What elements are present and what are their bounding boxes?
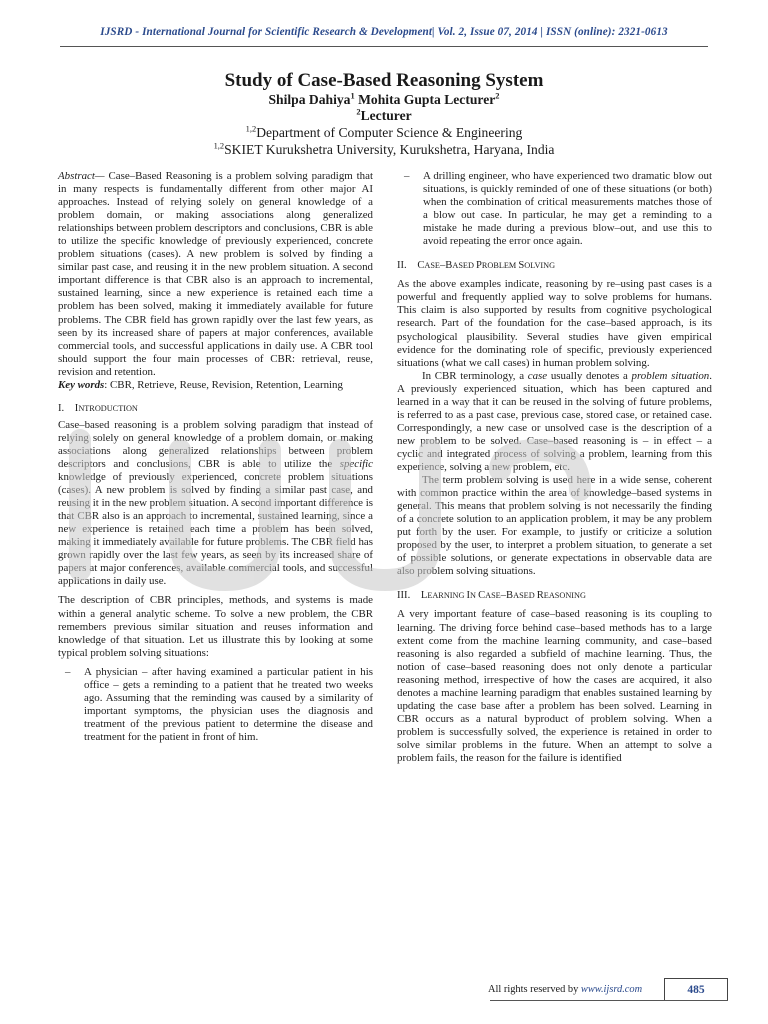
affil-1-sup: 1,2 xyxy=(245,123,257,134)
s2-c4: S xyxy=(518,260,525,272)
page-number: 485 xyxy=(664,978,728,1001)
s2-r3: ROBLEM xyxy=(481,261,519,271)
section-2-paragraph-3: The term problem solving is used here in a wide sense, coherent with common practice within the area of knowledge–based systems in general. This means that problem solving is not necessarily the finding of a concrete solution to an application problem, it may be any problem put forth by the user. For example, to justify or criticize a solution proposed by the user, to interpret a problem situation, to generate a set of possible solutions, or generate expectations in observable data are also problem solving situations. xyxy=(397,474,712,578)
s2-p2-em1: case xyxy=(527,369,548,382)
intro-paragraph-1 xyxy=(58,419,373,589)
affiliation-1 xyxy=(40,124,728,141)
section-3-paragraph-1: A very important feature of case–based reasoning is its coupling to learning. The driving force behind case–based methods has to a large extent come from the machine learning community, and case–based reasoning is also regarded a subfield of machine learning. Thus, the notion of case–based reasoning does not only denote a particular reasoning method, irrespective of how the cases are acquired, it also denotes a machine learning paradigm that enables sustained learning by updating the case base after a problem has been solved. Learning in CBR occurs as a natural byproduct of problem solving. When a problem is successfully solved, the experience is retained in order to solve similar problems in the future. When an attempt to solve a problem fails, the reason for the failure is identified xyxy=(397,608,712,764)
intro-paragraph-2: The description of CBR principles, methods, and systems is made within a general analytic scheme. To solve a new problem, the CBR remembers previous similar situation and reuses information and knowledge of that situation. Let us illustrate this by looking at some typical problem solving situations: xyxy=(58,594,373,659)
s3-c5: R xyxy=(536,590,544,602)
section-1-title-initial: I xyxy=(74,402,79,414)
s3-c4: B xyxy=(506,590,514,602)
s2-r1: ASE xyxy=(424,261,440,271)
s2-p2-b: usually denotes a xyxy=(547,369,632,382)
s2-p2-c: . A previously experienced situation, which has been captured and learned in a way that it can be reused in the solving of future problems, is referred to as a past case, previous case, stored case, or retained case. Correspondingly, a new case or unsolved case is the description of a new problem to be solved. Case–based reasoning is – in effect – a cyclic and integrated process of solving a problem, learning from this experience, solving a new problem, etc. xyxy=(397,369,712,473)
author-2-sup: 2 xyxy=(495,90,500,101)
footer-rights xyxy=(488,984,642,995)
abstract-text: Case–Based Reasoning is a problem solving paradigm that in many respects is fundamentally different from other major AI approaches. Instead of relying solely on general knowledge of a problem domain, or making associations along generalized relationships between problem descriptors and conclusions, CBR is able to utilize the specific knowledge of previously experienced, concrete problem situations (cases). A new problem is solved by finding a similar past case, and reusing it in the new problem situation. A second important difference is that CBR also is an approach to incremental, sustained learning, since a new experience is retained each time a problem has been solved, making it immediately available for future problems. The CBR field has grown rapidly over the last few years, as seen by its increased share of papers at major conferences, available commercial tools, and successful applications in daily use. A CBR tool should support the four main processes of CBR: retrieval, reuse, revision and retention. xyxy=(58,170,373,378)
section-heading-case-based-problem-solving xyxy=(397,259,712,272)
header-rule xyxy=(60,46,708,47)
list-item-text: A drilling engineer, who have experienced two dramatic blow out situations, is quickly reminded of one of these situations (or both) when the combination of critical measurements matches those of a blow out case. In particular, he may get a reminding to a mistake he made during a previous blow–out, and use this to avoid repeating the error once again. xyxy=(423,170,712,248)
role-line xyxy=(40,108,728,124)
s3-r4: ASED xyxy=(513,591,537,601)
footer-rule xyxy=(490,1000,728,1001)
affil-2-text: SKIET Kurukshetra University, Kurukshetra, Haryana, India xyxy=(224,142,555,157)
s2-p2-a: In CBR terminology, a xyxy=(422,369,528,382)
s2-c3: P xyxy=(475,260,482,272)
s2-c1: C xyxy=(417,260,425,272)
footer-site-link[interactable]: www.ijsrd.com xyxy=(580,984,643,995)
list-item-physician xyxy=(58,666,373,744)
paper-title: Study of Case-Based Reasoning System xyxy=(224,70,544,91)
keywords-text: : CBR, Retrieve, Reuse, Revision, Retention, Learning xyxy=(104,378,343,391)
affil-1-text: Department of Computer Science & Engineering xyxy=(256,125,523,140)
s3-sep: – xyxy=(500,590,507,602)
author-1: Shilpa Dahiya xyxy=(268,92,351,107)
list-marker: – xyxy=(404,170,410,182)
abstract xyxy=(58,170,373,379)
s3-r2: N xyxy=(470,591,479,601)
s3-c3: C xyxy=(478,590,486,602)
list-marker: – xyxy=(65,665,71,678)
s2-r2: ASED xyxy=(452,261,476,271)
author-1-sup: 1 xyxy=(350,90,355,101)
journal-header: IJSRD - International Journal for Scientific Research & Development| Vol. 2, Issue 07, 2014 | ISSN (online): 2321-0613 xyxy=(100,26,668,38)
affiliation-2 xyxy=(40,141,728,158)
right-column xyxy=(397,170,712,765)
intro-p1-em: specific xyxy=(339,457,373,470)
role-text: Lecturer xyxy=(360,108,412,123)
intro-p1-a: Case–based reasoning is a problem solving paradigm that instead of relying solely on general knowledge of a problem domain, or making associations along generalized relationships between problem descriptors and conclusions, CBR is able to utilize the xyxy=(58,418,373,470)
section-heading-learning-in-cbr xyxy=(397,589,712,602)
s3-c2: I xyxy=(466,590,471,602)
keywords-label: Key words xyxy=(58,378,105,391)
role-sup: 2 xyxy=(356,106,361,117)
keywords xyxy=(58,379,373,392)
s2-p2-em2: problem situation xyxy=(631,369,710,382)
s3-r5: EASONING xyxy=(543,591,586,601)
s2-r4: OLVING xyxy=(524,261,556,271)
intro-p1-b: knowledge of previously experienced, concrete problem situations (cases). A new problem is solved by finding a similar past case, and reusing it in the new problem situation. A second important difference is that CBR also is an approach to incremental, sustained learning, since a new experience is retained each time a problem has been solved, making it immediately available for future problems. The CBR field has grown rapidly over the last few years, as seen by its increased share of papers at major conferences, available commercial tools, and successful applications in daily use. xyxy=(58,471,373,588)
section-1-numeral: I. xyxy=(58,402,65,414)
list-item-drilling-engineer xyxy=(397,170,712,248)
list-item-text: A physician – after having examined a particular patient in his office – gets a reminding to a patient that he treated two weeks ago. Assuming that the reminding was caused by a similarity of important symptoms, the physician uses the diagnosis and treatment of the previous patient to determine the disease and treatment for the patient in front of him. xyxy=(84,665,373,743)
section-1-title-rest: NTRODUCTION xyxy=(78,403,138,413)
abstract-label: Abstract— xyxy=(58,170,105,182)
author-line xyxy=(40,92,728,108)
author-2: Mohita Gupta Lecturer xyxy=(354,92,496,107)
s3-c1: L xyxy=(420,590,428,602)
s3-r1: EARNING xyxy=(427,591,467,601)
section-2-paragraph-2 xyxy=(397,370,712,474)
section-2-numeral: II. xyxy=(397,260,407,272)
footer-rights-text: All rights reserved by xyxy=(488,984,581,995)
section-2-paragraph-1: As the above examples indicate, reasoning by re–using past cases is a powerful and frequently applied way to solve problems for humans. This claim is also supported by results from cognitive psychological research. Part of the foundation for the case–based approach, is its psychological plausibility. Several studies have given empirical evidence for the dominating role of specific, previously experienced situations (what we call cases) in human problem solving. xyxy=(397,278,712,369)
section-heading-introduction xyxy=(58,402,373,415)
left-column xyxy=(58,170,373,744)
section-3-numeral: III. xyxy=(397,590,411,602)
affil-2-sup: 1,2 xyxy=(213,140,225,151)
title-block xyxy=(40,70,728,158)
s2-sep: – xyxy=(439,260,446,272)
s2-c2: B xyxy=(445,260,453,272)
s3-r3: ASE xyxy=(485,591,501,601)
